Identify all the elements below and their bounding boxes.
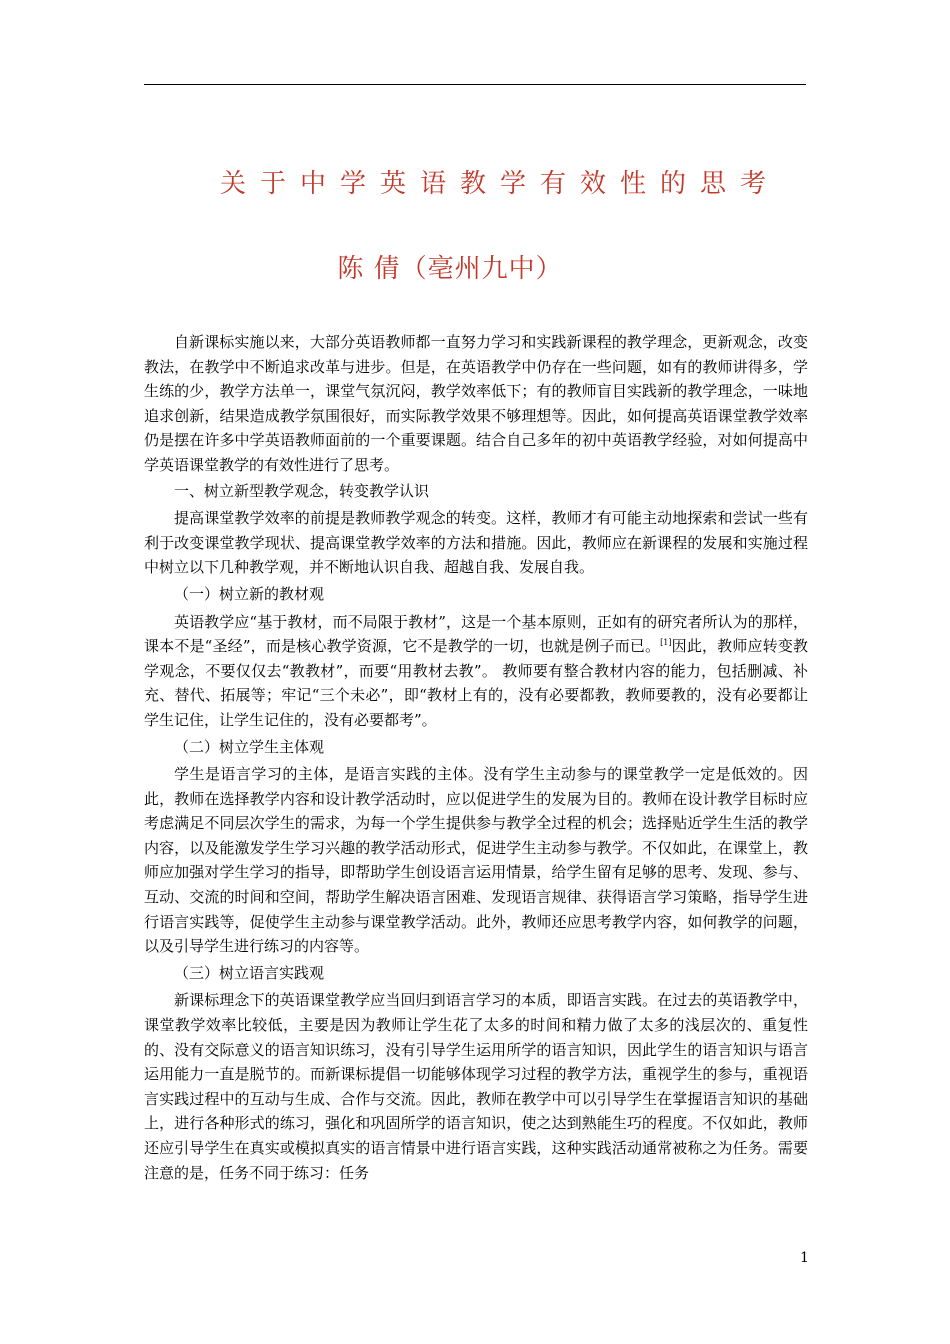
document-body [144,330,808,1185]
subsection-paragraph: 新课标理念下的英语课堂教学应当回归到语言学习的本质，即语言实践。在过去的英语教学中，课堂教学效率比较低，主要是因为教师让学生花了太多的时间和精力做了太多的浅层次的、重复性的、没有交际意义的语言知识练习，没有引导学生运用所学的语言知识，因此学生的语言知识与语言运用能力一直是脱节的。而新课标提倡一切能够体现学习过程的教学方法，重视学生的参与，重视语言实践过程中的互动与生成、合作与交流。因此，教师在教学中可以引导学生在掌握语言知识的基础上，进行各种形式的练习，强化和巩固所学的语言知识，使之达到熟能生巧的程度。不仅如此，教师还应引导学生在真实或模拟真实的语言情景中进行语言实践，这种实践活动通常被称之为任务。需要注意的是，任务不同于练习：任务 [144,991,808,1182]
paragraph-text: 英语教学应“基于教材，而不局限于教材”，这是一个基本原则，正如有的研究者所认为的那样，课本不是“圣经”，而是核心教学资源，它不是教学的一切，也就是例子而已。 [144,612,808,656]
section-paragraph: 提高课堂教学效率的前提是教师教学观念的转变。这样，教师才有可能主动地探索和尝试一些有利于改变课堂教学现状、提高课堂教学效率的方法和措施。因此，教师应在新课程的发展和实施过程中树立以下几种教学观，并不断地认识自我、超越自我、发展自我。 [144,509,808,577]
subsection-heading: （三）树立语言实践观 [174,963,325,982]
subsection-heading: （二）树立学生主体观 [174,737,325,756]
subsection-paragraph: 学生是语言学习的主体，是语言实践的主体。没有学生主动参与的课堂教学一定是低效的。因此，教师在选择教学内容和设计教学活动时，应以促进学生的发展为目的。教师在设计教学目标时应考虑满足不同层次学生的需求，为每一个学生提供参与教学全过程的机会；选择贴近学生生活的教学内容，以及能激发学生学习兴趣的教学活动形式，促进学生主动参与教学。不仅如此，在课堂上，教师应加强对学生学习的指导，即帮助学生创设语言运用情景，给学生留有足够的思考、发现、参与、互动、交流的时间和空间，帮助学生解决语言困难、发现语言规律、获得语言学习策略，指导学生进行语言实践等，促使学生主动参与课堂教学活动。此外，教师还应思考教学内容，如何教学的问题，以及引导学生进行练习的内容等。 [144,765,808,956]
section-heading: 一、树立新型教学观念，转变教学认识 [174,481,430,500]
subsection-paragraph [144,610,808,733]
document-title: 关于中学英语教学有效性的思考 [219,169,780,199]
subsection-heading: （一）树立新的教材观 [174,584,325,603]
page-number: 1 [800,1250,809,1266]
author-line: 陈 倩（亳州九中） [337,254,563,284]
citation-ref: [1] [660,638,672,648]
header-rule [144,84,806,85]
paragraph-text: 因此，教师应转变教学观念，不要仅仅去“教教材”，而要“用教材去教”。 教师要有整合教材内容的能力，包括删减、补充、替代、拓展等；牢记“三个未必”，即“教材上有的，没有必要都教，教师要教的，没有必要都让学生记住，让学生记住的，没有必要都考”。 [144,637,808,729]
intro-paragraph: 自新课标实施以来，大部分英语教师都一直努力学习和实践新课程的教学理念，更新观念，改变教法，在教学中不断追求改革与进步。但是，在英语教学中仍存在一些问题，如有的教师讲得多，学生练的少，教学方法单一，课堂气氛沉闷，教学效率低下；有的教师盲目实践新的教学理念，一味地追求创新，结果造成教学氛围很好，而实际教学效果不够理想等。因此，如何提高英语课堂教学效率仍是摆在许多中学英语教师面前的一个重要课题。结合自己多年的初中英语教学经验，对如何提高中学英语课堂教学的有效性进行了思考。 [144,333,808,474]
